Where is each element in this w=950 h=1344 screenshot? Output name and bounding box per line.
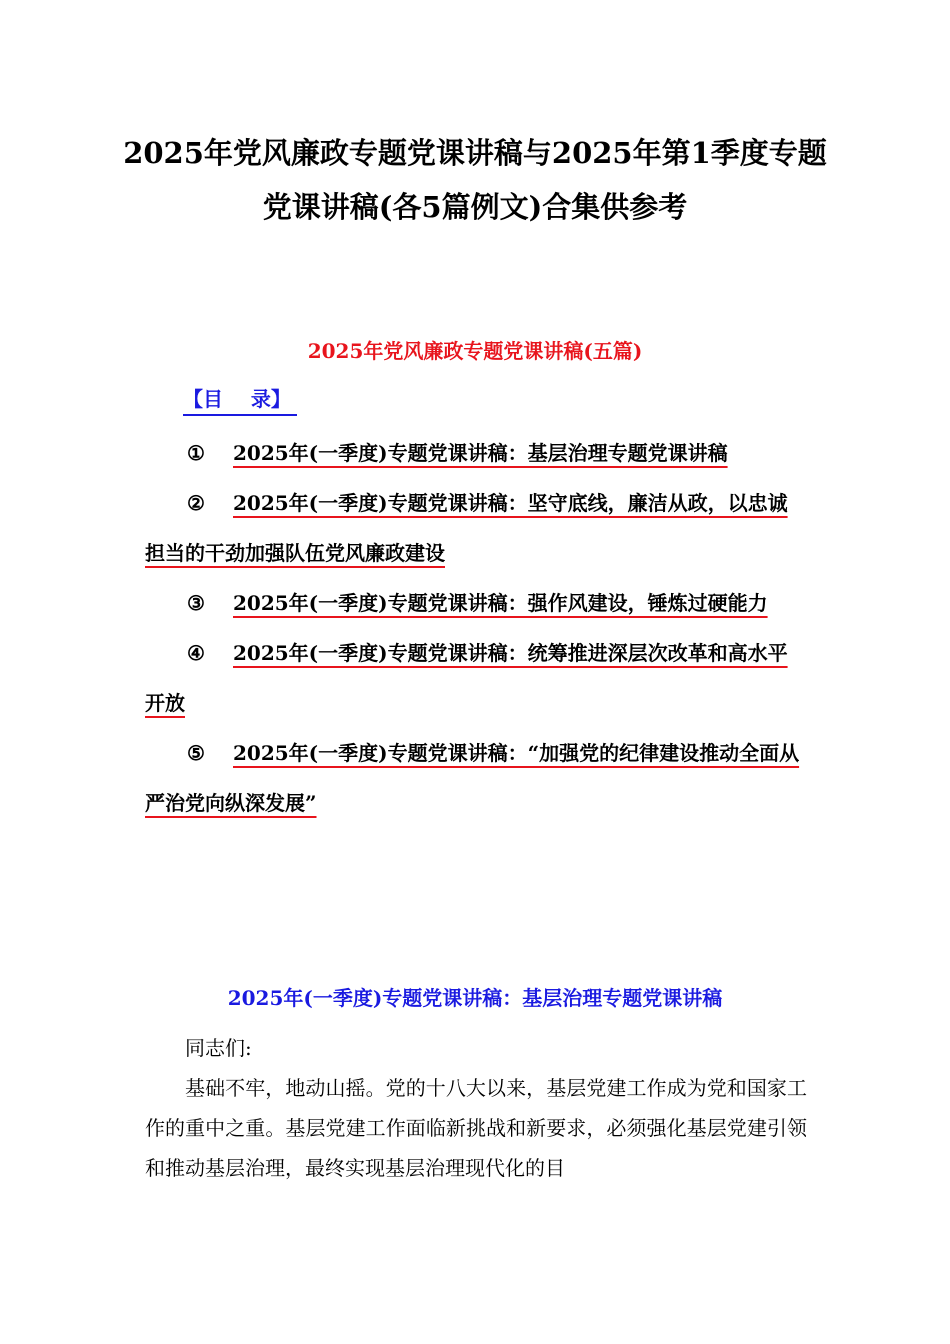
table-of-contents bbox=[145, 428, 807, 828]
toc-item-number: ① bbox=[187, 441, 205, 465]
toc-item[interactable] bbox=[145, 478, 807, 578]
article-title: 2025年(一季度)专题党课讲稿：基层治理专题党课讲稿 bbox=[227, 986, 723, 1010]
article-body bbox=[145, 1028, 807, 1188]
toc-item-link[interactable]: 2025年(一季度)专题党课讲稿：强作风建设，锤炼过硬能力 bbox=[233, 591, 768, 615]
toc-heading[interactable]: 【目 录】 bbox=[183, 384, 297, 416]
toc-item[interactable] bbox=[145, 628, 807, 728]
toc-item-link[interactable]: 2025年(一季度)专题党课讲稿：“加强党的纪律建设推动全面从严治党向纵深发展” bbox=[145, 741, 800, 815]
toc-item[interactable] bbox=[145, 428, 807, 478]
article-paragraph: 基础不牢，地动山摇。党的十八大以来，基层党建工作成为党和国家工作的重中之重。基层党建工作面临新挑战和新要求，必须强化基层党建引领和推动基层治理，最终实现基层治理现代化的目 bbox=[145, 1076, 807, 1180]
toc-item-number: ⑤ bbox=[187, 741, 205, 765]
toc-item-link[interactable]: 2025年(一季度)专题党课讲稿：统筹推进深层次改革和高水平开放 bbox=[145, 641, 788, 715]
document-title: 2025年党风廉政专题党课讲稿与2025年第1季度专题党课讲稿(各5篇例文)合集供参考 bbox=[123, 136, 827, 224]
toc-item-link[interactable]: 2025年(一季度)专题党课讲稿：基层治理专题党课讲稿 bbox=[233, 441, 728, 465]
toc-item-link[interactable]: 2025年(一季度)专题党课讲稿：坚守底线，廉洁从政，以忠诚担当的干劲加强队伍党风廉政建设 bbox=[145, 491, 788, 565]
toc-item-number: ② bbox=[187, 491, 205, 515]
toc-item[interactable] bbox=[145, 728, 807, 828]
article-greeting: 同志们: bbox=[185, 1036, 252, 1060]
toc-item-number: ③ bbox=[187, 591, 205, 615]
section-title: 2025年党风廉政专题党课讲稿(五篇) bbox=[307, 339, 643, 363]
toc-item-number: ④ bbox=[187, 641, 205, 665]
toc-item[interactable] bbox=[145, 578, 807, 628]
